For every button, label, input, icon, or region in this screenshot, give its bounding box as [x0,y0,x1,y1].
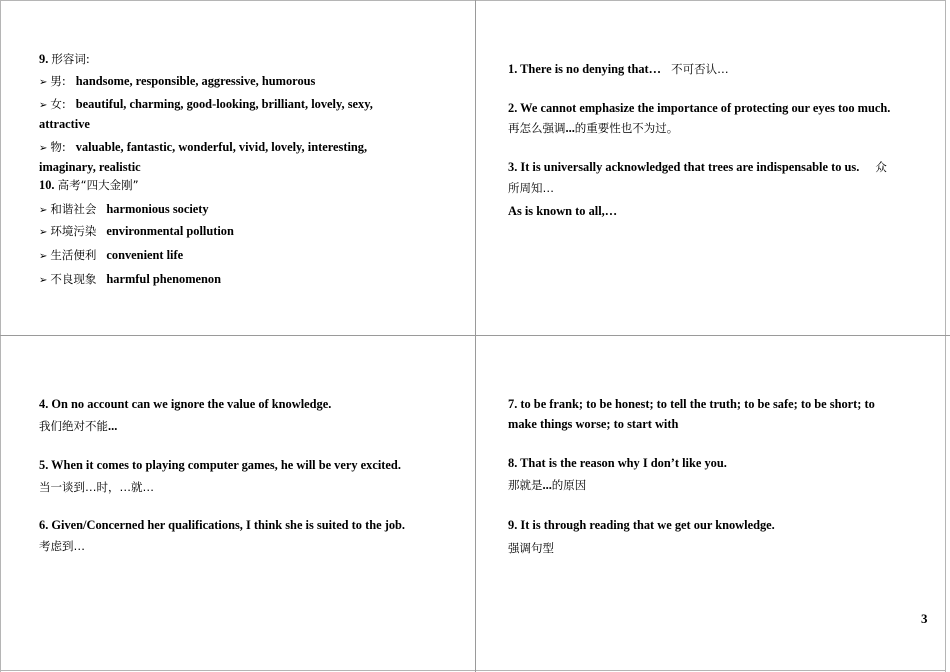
list-item-female-cont: attractive [39,117,90,131]
sentence-6: 6. Given/Concerned her qualifications, I think she is suited to the job. [39,518,406,532]
list-item-things: ➢ 物: valuable, fantastic, wonderful, vivid, lovely, interesting, [39,140,368,154]
list-item-female: ➢ 女: beautiful, charming, good-looking, brilliant, lovely, sexy, [39,97,373,111]
sentence-4: 4. On no account can we ignore the value of knowledge. [39,397,332,411]
sentence-8: 8. That is the reason why I don’t like you. [508,456,727,470]
arrow-bullet-icon: ➢ [39,205,48,216]
list-item-convenient: ➢ 生活便利 convenient life [39,248,184,262]
sentence-6-translation: 考虑到… [39,539,85,553]
arrow-bullet-icon: ➢ [39,251,48,262]
vertical-divider [475,0,476,672]
sentence-5: 5. When it comes to playing computer games, he will be very excited. [39,458,401,472]
sentence-7-cont: make things worse; to start with [508,417,679,431]
sentence-2: 2. We cannot emphasize the importance of protecting our eyes too much. [508,101,891,115]
page-border-top [0,0,946,1]
list-item-things-cont: imaginary, realistic [39,160,141,174]
sentence-8-translation: 那就是...的原因 [508,478,587,492]
sentence-2-translation: 再怎么强调...的重要性也不为过。 [508,121,679,135]
page-border-right [945,0,946,672]
sentence-4-translation: 我们绝对不能... [39,419,118,433]
sentence-7: 7. to be frank; to be honest; to tell the truth; to be safe; to be short; to [508,397,875,411]
arrow-bullet-icon: ➢ [39,143,48,154]
arrow-bullet-icon: ➢ [39,275,48,286]
arrow-bullet-icon: ➢ [39,100,48,111]
page-border-bottom [0,670,946,671]
sentence-9: 9. It is through reading that we get our knowledge. [508,518,775,532]
sentence-1: 1. There is no denying that… 不可否认… [508,62,729,76]
page-border-left [0,0,1,672]
sentence-5-translation: 当一谈到…时，…就… [39,480,154,494]
sentence-3-alternative: As is known to all,… [508,204,618,218]
sentence-3: 3. It is universally acknowledged that trees are indispensable to us. 众 [508,160,887,174]
horizontal-divider [0,335,950,336]
list-item-pollution: ➢ 环境污染 environmental pollution [39,224,234,238]
adjectives-heading: 9. 形容词: [39,52,90,66]
sentence-3-translation: 所周知… [508,181,554,195]
list-item-male: ➢ 男: handsome, responsible, aggressive, humorous [39,74,316,88]
four-topics-heading: 10. 高考“四大金刚” [39,178,139,192]
sentence-9-translation: 强调句型 [508,541,554,555]
arrow-bullet-icon: ➢ [39,77,48,88]
arrow-bullet-icon: ➢ [39,227,48,238]
list-item-harmonious: ➢ 和谐社会 harmonious society [39,202,209,216]
page-number: 3 [921,611,928,626]
list-item-harmful: ➢ 不良现象 harmful phenomenon [39,272,222,286]
